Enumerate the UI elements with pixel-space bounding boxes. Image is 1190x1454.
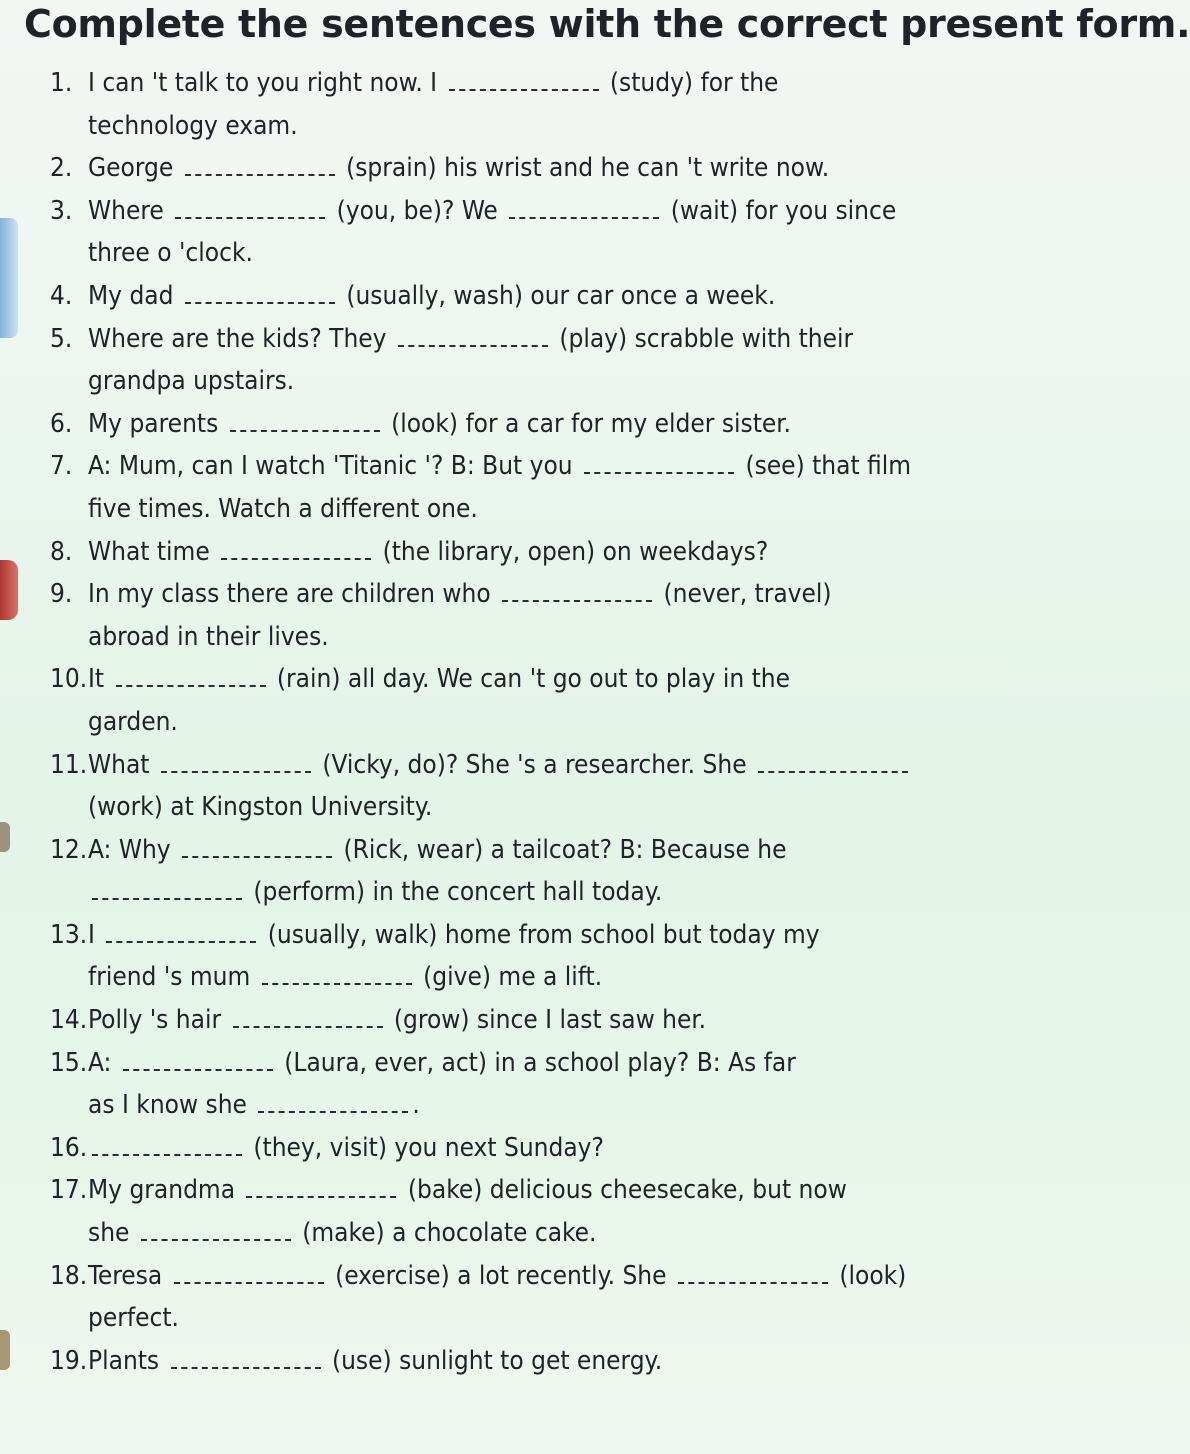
item-number: 6.: [50, 408, 73, 439]
answer-blank[interactable]: [258, 1087, 408, 1113]
answer-blank[interactable]: [185, 150, 335, 176]
exercise-item: [50, 445, 1012, 530]
answer-blank[interactable]: [92, 1130, 242, 1156]
sentence-text: (exercise) a lot recently. She: [327, 1260, 674, 1291]
answer-blank[interactable]: [174, 1258, 324, 1284]
exercise-item: [50, 275, 1012, 318]
sentence-text: (see) that film: [738, 451, 912, 482]
answer-blank[interactable]: [398, 321, 548, 347]
answer-blank[interactable]: [221, 534, 371, 560]
sentence-text: In my class there are children who: [88, 579, 499, 610]
sentence-text: Where: [88, 195, 172, 226]
exercise-item: [50, 531, 1012, 574]
sentence-line: [88, 147, 1012, 190]
sentence-text: (use) sunlight to get energy.: [324, 1345, 663, 1376]
sentence-line: [88, 1255, 1012, 1298]
answer-blank[interactable]: [185, 278, 335, 304]
sentence-text: .: [412, 1090, 420, 1121]
sentence-text: Where are the kids? They: [88, 323, 394, 354]
item-number: 7.: [50, 451, 73, 482]
sentence-text: (usually, wash) our car once a week.: [338, 280, 776, 311]
exercise-item: [50, 1169, 1012, 1254]
item-number: 14.: [50, 1005, 88, 1036]
sentence-line: [88, 531, 1012, 574]
sentence-line: [88, 1042, 1012, 1085]
sentence-text: (usually, walk) home from school but today my: [260, 919, 820, 950]
sentence-line: [88, 232, 1012, 275]
sentence-text: (you, be)? We: [329, 195, 506, 226]
edge-decoration: [0, 822, 10, 852]
sentence-line: [88, 403, 1012, 446]
sentence-line: [88, 914, 1012, 957]
exercise-item: [50, 1340, 1012, 1383]
edge-decoration: [0, 218, 18, 338]
answer-blank[interactable]: [449, 65, 599, 91]
exercise-item: [50, 318, 1012, 403]
sentence-line: [88, 445, 1012, 488]
item-number: 10.: [50, 664, 88, 695]
sentence-text: (Rick, wear) a tailcoat? B: Because he: [336, 834, 787, 865]
sentence-text: (look) for a car for my elder sister.: [383, 408, 791, 439]
sentence-text: (rain) all day. We can 't go out to play in the: [269, 664, 791, 695]
sentence-text: Polly 's hair: [88, 1005, 229, 1036]
sentence-line: [88, 190, 1012, 233]
sentence-line: [88, 616, 1012, 659]
item-number: 3.: [50, 195, 73, 226]
sentence-text: It: [88, 664, 112, 695]
item-number: 13.: [50, 919, 88, 950]
item-number: 5.: [50, 323, 73, 354]
item-number: 8.: [50, 536, 73, 567]
item-number: 19.: [50, 1345, 88, 1376]
sentence-text: (grow) since I last saw her.: [386, 1005, 707, 1036]
sentence-text: I can 't talk to you right now. I: [88, 68, 445, 98]
answer-blank[interactable]: [182, 832, 332, 858]
sentence-text: as I know she: [88, 1090, 255, 1121]
sentence-text: friend 's mum: [88, 962, 258, 993]
sentence-text: (never, travel): [656, 579, 832, 610]
sentence-text: A: Mum, can I watch 'Titanic '? B: But you: [88, 451, 581, 482]
sentence-line: [88, 786, 1012, 829]
sentence-text: she: [88, 1218, 137, 1249]
sentence-line: [88, 1127, 1012, 1170]
exercise-item: [50, 1127, 1012, 1170]
item-number: 11.: [50, 749, 88, 780]
sentence-text: technology exam.: [88, 110, 298, 141]
sentence-line: [88, 999, 1012, 1042]
sentence-line: [88, 275, 1012, 318]
exercise-item: [50, 1255, 1012, 1340]
sentence-text: (perform) in the concert hall today.: [246, 877, 663, 908]
sentence-text: (bake) delicious cheesecake, but now: [400, 1175, 847, 1206]
answer-blank[interactable]: [161, 747, 311, 773]
sentence-text: (sprain) his wrist and he can 't write now.: [338, 153, 830, 184]
sentence-text: (give) me a lift.: [415, 962, 603, 993]
sentence-line: [88, 829, 1012, 872]
sentence-line: [88, 1084, 1012, 1127]
sentence-line: [88, 1340, 1012, 1383]
sentence-line: [88, 488, 1012, 531]
exercise-item: [50, 744, 1012, 829]
sentence-text: (wait) for you since: [663, 195, 897, 226]
item-number: 15.: [50, 1047, 88, 1078]
exercise-list: [50, 62, 1012, 1382]
sentence-text: (they, visit) you next Sunday?: [246, 1132, 604, 1163]
answer-blank[interactable]: [141, 1215, 291, 1241]
answer-blank[interactable]: [106, 917, 256, 943]
sentence-text: (Laura, ever, act) in a school play? B: As far: [276, 1047, 796, 1078]
sentence-text: three o 'clock.: [88, 238, 253, 269]
edge-decoration: [0, 1330, 10, 1370]
item-number: 9.: [50, 579, 73, 610]
answer-blank[interactable]: [175, 193, 325, 219]
answer-blank[interactable]: [230, 406, 380, 432]
exercise-item: [50, 190, 1012, 275]
answer-blank[interactable]: [678, 1258, 828, 1284]
sentence-line: [88, 701, 1012, 744]
sentence-text: five times. Watch a different one.: [88, 493, 478, 524]
sentence-text: (make) a chocolate cake.: [294, 1218, 597, 1249]
sentence-text: A:: [88, 1047, 119, 1078]
item-number: 1.: [50, 68, 73, 98]
sentence-line: [88, 871, 1012, 914]
exercise-item: [50, 147, 1012, 190]
sentence-text: (look): [831, 1260, 907, 1291]
item-number: 4.: [50, 280, 73, 311]
answer-blank[interactable]: [171, 1343, 321, 1369]
sentence-line: [88, 744, 1012, 787]
sentence-text: My grandma: [88, 1175, 243, 1206]
exercise-item: [50, 999, 1012, 1042]
exercise-item: [50, 914, 1012, 999]
sentence-line: [88, 62, 1012, 105]
sentence-line: [88, 658, 1012, 701]
item-number: 2.: [50, 153, 73, 184]
exercise-item: [50, 658, 1012, 743]
exercise-item: [50, 62, 1012, 147]
sentence-text: (the library, open) on weekdays?: [375, 536, 769, 567]
sentence-line: [88, 105, 1012, 148]
answer-blank[interactable]: [233, 1002, 383, 1028]
sentence-line: [88, 318, 1012, 361]
sentence-line: [88, 1212, 1012, 1255]
exercise-item: [50, 573, 1012, 658]
sentence-text: George: [88, 153, 181, 184]
answer-blank[interactable]: [502, 576, 652, 602]
item-number: 12.: [50, 834, 88, 865]
sentence-text: Teresa: [88, 1260, 170, 1291]
sentence-text: abroad in their lives.: [88, 621, 329, 652]
sentence-line: [88, 956, 1012, 999]
sentence-text: I: [88, 919, 103, 950]
answer-blank[interactable]: [584, 448, 734, 474]
sentence-text: garden.: [88, 706, 178, 737]
edge-decoration: [0, 560, 18, 620]
answer-blank[interactable]: [262, 959, 412, 985]
sentence-text: My dad: [88, 280, 181, 311]
item-number: 17.: [50, 1175, 88, 1206]
sentence-text: A: Why: [88, 834, 179, 865]
answer-blank[interactable]: [92, 874, 242, 900]
answer-blank[interactable]: [509, 193, 659, 219]
exercise-item: [50, 829, 1012, 914]
sentence-text: (work) at Kingston University.: [88, 792, 433, 823]
sentence-text: (play) scrabble with their: [551, 323, 854, 354]
sentence-line: [88, 1297, 1012, 1340]
answer-blank[interactable]: [116, 661, 266, 687]
answer-blank[interactable]: [246, 1172, 396, 1198]
sentence-text: (study) for the: [602, 68, 779, 98]
sentence-text: What: [88, 749, 157, 780]
sentence-line: [88, 573, 1012, 616]
sentence-text: grandpa upstairs.: [88, 366, 295, 397]
answer-blank[interactable]: [123, 1045, 273, 1071]
exercise-item: [50, 403, 1012, 446]
sentence-text: perfect.: [88, 1303, 179, 1334]
exercise-item: [50, 1042, 1012, 1127]
item-number: 18.: [50, 1260, 88, 1291]
sentence-text: Plants: [88, 1345, 167, 1376]
sentence-text: (Vicky, do)? She 's a researcher. She: [314, 749, 755, 780]
item-number: 16.: [50, 1132, 88, 1163]
sentence-text: My parents: [88, 408, 226, 439]
sentence-line: [88, 360, 1012, 403]
answer-blank[interactable]: [758, 747, 908, 773]
sentence-text: What time: [88, 536, 218, 567]
worksheet-title: Complete the sentences with the correct present form.: [24, 2, 1190, 46]
sentence-line: [88, 1169, 1012, 1212]
